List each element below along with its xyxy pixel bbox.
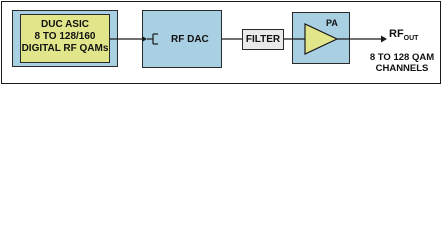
output-caption-line1: 8 TO 128 QAM: [369, 52, 435, 63]
arrow-into-dac-icon: [142, 36, 147, 42]
pa-label: PA: [326, 18, 338, 28]
rf-out-label: [389, 28, 418, 42]
rf-out-subscript: OUT: [403, 35, 419, 42]
rf-dac-label: RF DAC: [171, 34, 209, 45]
output-caption-line2: CHANNELS: [375, 63, 429, 74]
rf-out-main: RF: [389, 28, 404, 40]
duc-asic-label-line2: 8 TO 128/160: [34, 31, 96, 42]
duc-asic-label-line3: DIGITAL RF QAMs: [21, 43, 109, 54]
output-arrow-icon: [381, 36, 387, 43]
filter-label: FILTER: [245, 34, 281, 45]
duc-asic-label-line1: DUC ASIC: [41, 19, 89, 30]
